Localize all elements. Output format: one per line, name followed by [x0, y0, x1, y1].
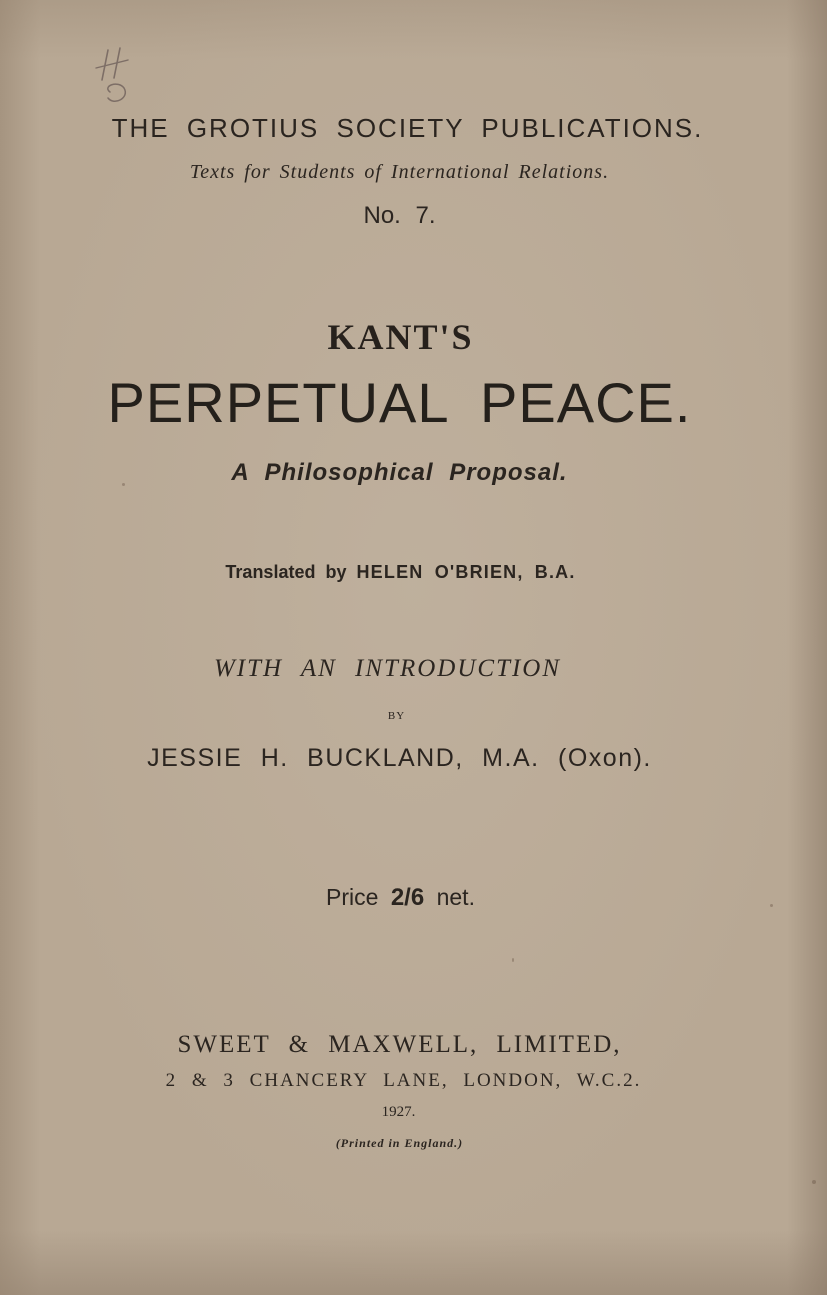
publisher-name: SWEET & MAXWELL, LIMITED, [177, 1031, 622, 1058]
series-subtitle: Texts for Students of International Relations. [189, 161, 610, 183]
introduction-author: JESSIE H. BUCKLAND, M.A. (Oxon). [147, 744, 652, 772]
paper-speck [122, 483, 125, 486]
translator-credit [0, 563, 814, 581]
book-title: PERPETUAL PEACE. [107, 371, 692, 434]
introduction-heading: WITH AN INTRODUCTION [213, 655, 562, 682]
price-amount: 2/6 [390, 884, 425, 911]
paper-speck [770, 904, 773, 907]
publisher-address: 2 & 3 CHANCERY LANE, LONDON, W.C.2. [165, 1070, 642, 1091]
handwritten-pencil-mark [92, 46, 142, 108]
paper-speck [512, 958, 514, 962]
printed-in-note: (Printed in England.) [335, 1136, 464, 1150]
price-suffix: net. [436, 884, 475, 910]
translator-name: HELEN O'BRIEN, B.A. [356, 562, 576, 582]
book-subtitle: A Philosophical Proposal. [231, 459, 568, 486]
publication-year: 1927. [381, 1104, 416, 1120]
book-author: KANT'S [327, 317, 474, 357]
price-line [0, 886, 814, 910]
price-label: Price [326, 884, 379, 910]
series-title: THE GROTIUS SOCIETY PUBLICATIONS. [111, 113, 704, 143]
paper-speck [812, 1180, 816, 1184]
series-number: No. 7. [363, 202, 436, 229]
introduction-by: BY [387, 710, 406, 722]
translator-prefix: Translated by [225, 562, 347, 582]
